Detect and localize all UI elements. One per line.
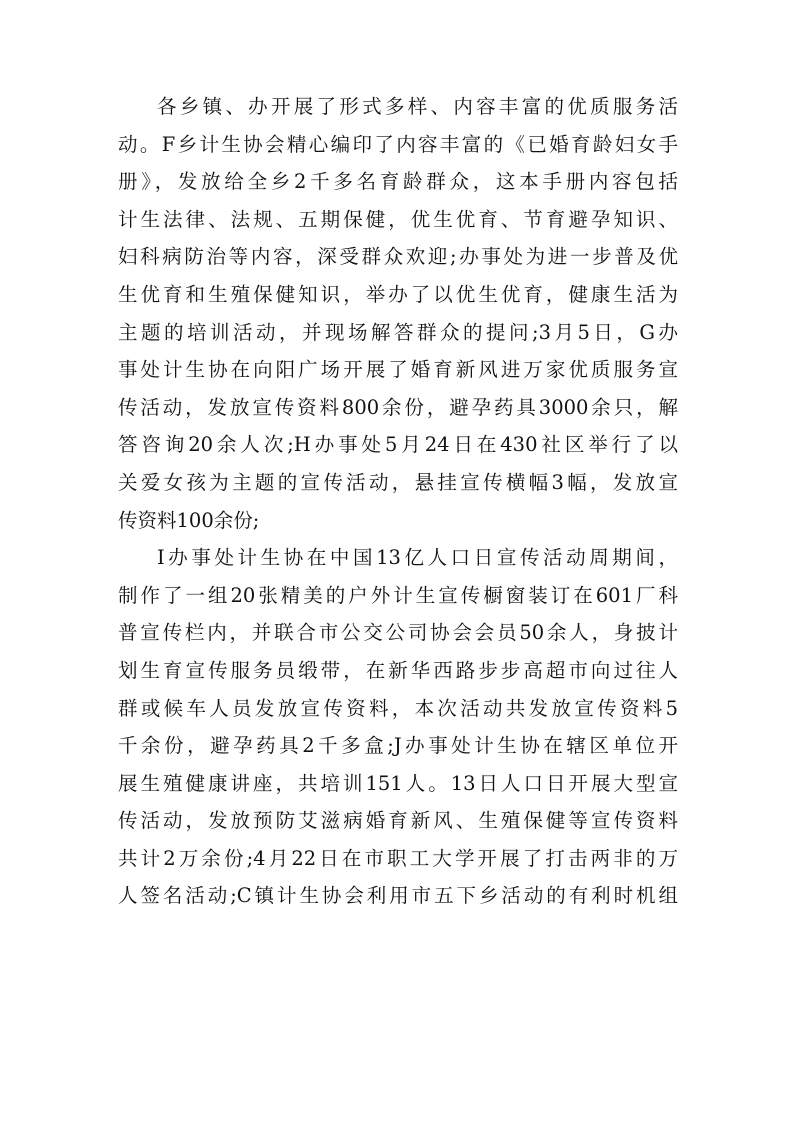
- text-line: 妇科病防治等内容，深受群众欢迎;办事处为进一步普及优: [118, 245, 678, 269]
- text-line: 划生育宣传服务员缎带，在新华西路步步高超市向过往人: [118, 658, 678, 682]
- text-line: 答咨询20余人次;H办事处5月24日在430社区举行了以: [118, 433, 678, 457]
- text-line: 展生殖健康讲座，共培训151人。13日人口日开展大型宣: [118, 771, 678, 795]
- text-line: 传活动，发放宣传资料800余份，避孕药具3000余只，解: [118, 395, 678, 419]
- text-line: 主题的培训活动，并现场解答群众的提问;3月5日，G办: [118, 320, 678, 344]
- text-line: 普宣传栏内，并联合市公交公司协会会员50余人，身披计: [118, 621, 678, 645]
- text-line: 传活动，发放预防艾滋病婚育新风、生殖保健等宣传资料: [118, 809, 678, 833]
- text-line: 生优育和生殖保健知识，举办了以优生优育，健康生活为: [118, 282, 678, 306]
- text-line: 传资料100余份;: [118, 508, 260, 532]
- text-line: 共计2万余份;4月22日在市职工大学开展了打击两非的万: [118, 846, 678, 870]
- text-line: 动。F乡计生协会精心编印了内容丰富的《已婚育龄妇女手: [118, 132, 678, 156]
- body-text: [118, 88, 678, 915]
- paragraph-1: [118, 88, 678, 539]
- text-line: 人签名活动;C镇计生协会利用市五下乡活动的有利时机组: [118, 884, 678, 908]
- text-line: 关爱女孩为主题的宣传活动，悬挂宣传横幅3幅，发放宣: [118, 470, 678, 494]
- text-line: 各乡镇、办开展了形式多样、内容丰富的优质服务活: [157, 95, 678, 118]
- text-line: 千余份，避孕药具2千多盒;J办事处计生协在辖区单位开: [118, 734, 678, 758]
- text-line: 册》，发放给全乡2千多名育龄群众，这本手册内容包括: [118, 170, 678, 194]
- text-line: 事处计生协在向阳广场开展了婚育新风进万家优质服务宣: [118, 358, 678, 382]
- text-line: I办事处计生协在中国13亿人口日宣传活动周期间，: [157, 546, 678, 570]
- text-line: 群或候车人员发放宣传资料，本次活动共发放宣传资料5: [118, 696, 678, 720]
- paragraph-2: [118, 539, 678, 915]
- text-line: 制作了一组20张精美的户外计生宣传橱窗装订在601厂科: [118, 583, 678, 607]
- text-line: 计生法律、法规、五期保健，优生优育、节育避孕知识、: [118, 207, 678, 231]
